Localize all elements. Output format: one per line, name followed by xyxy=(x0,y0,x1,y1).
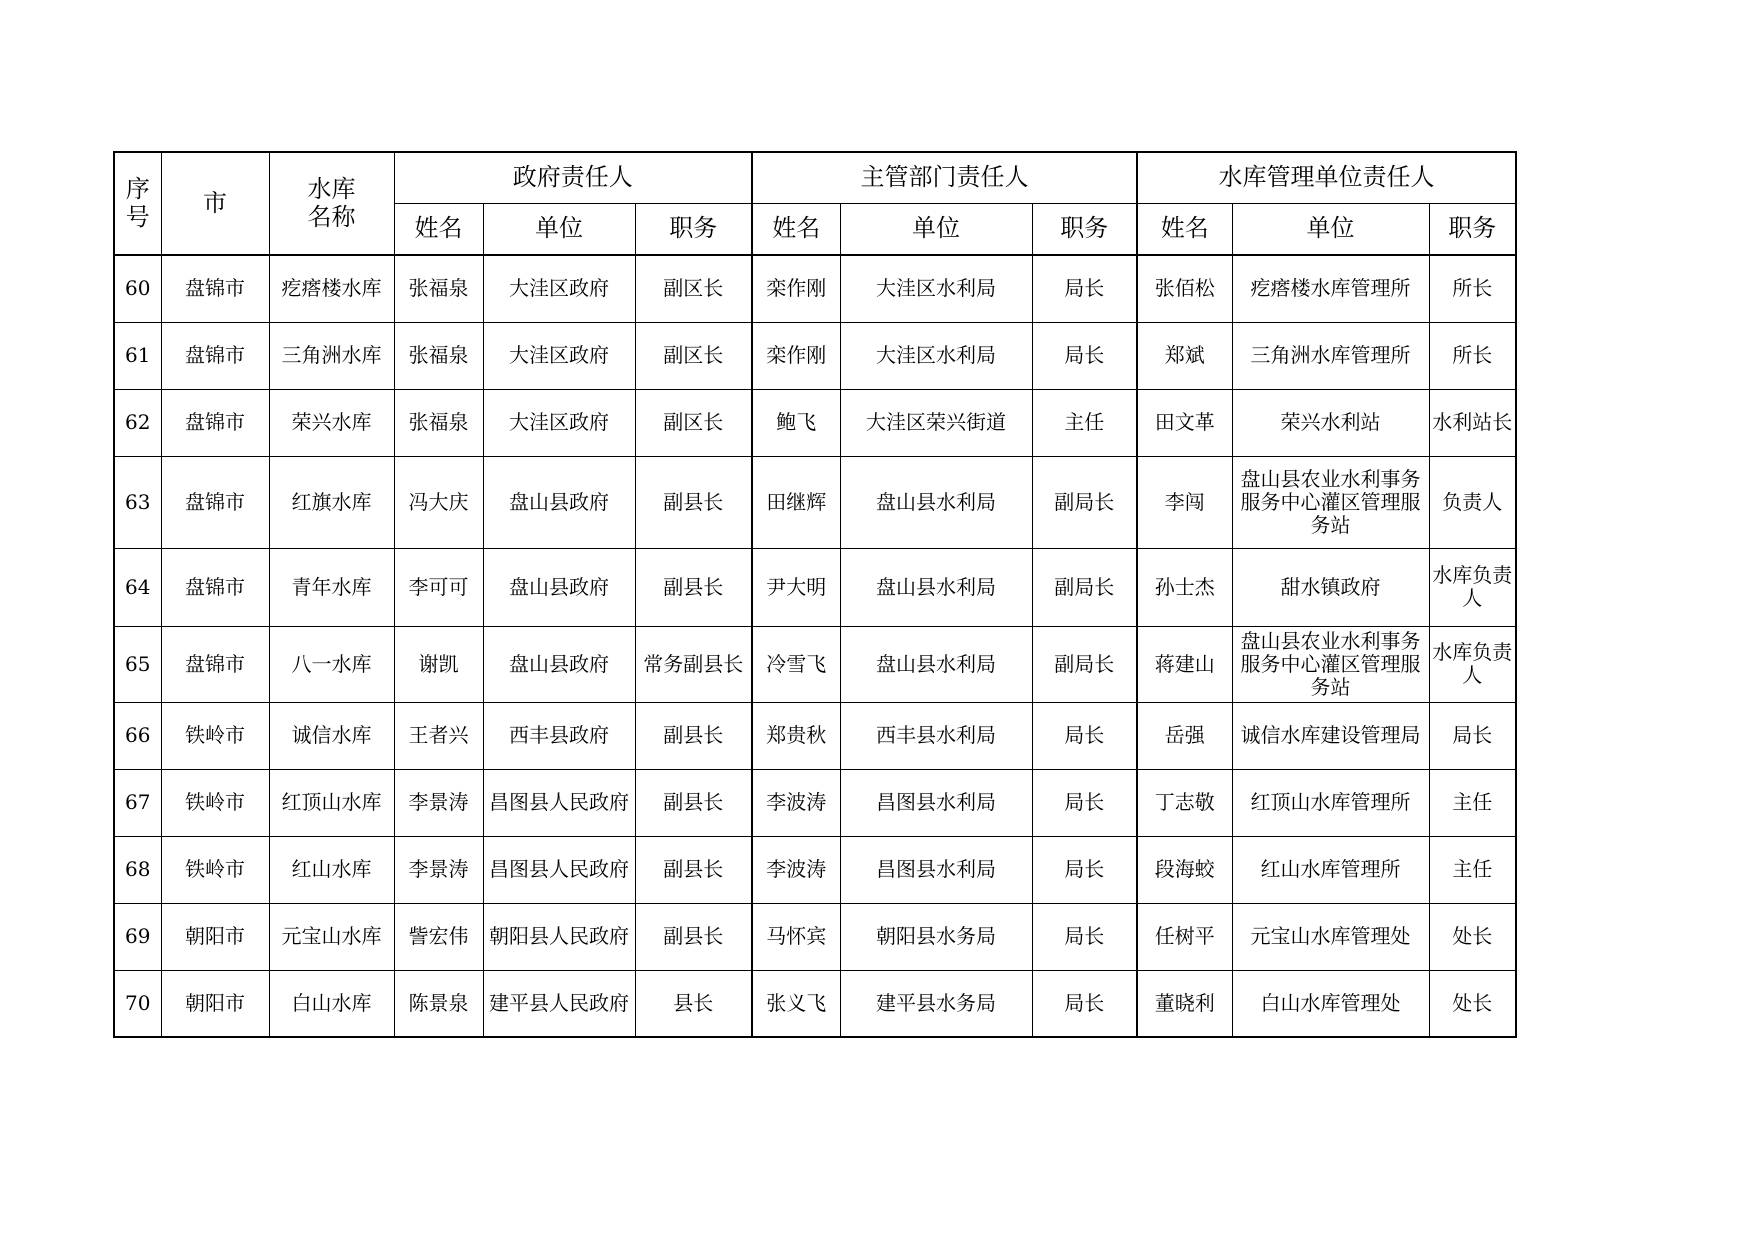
cell-reservoir: 三角洲水库 xyxy=(269,322,394,389)
cell-dept-name: 冷雪飞 xyxy=(752,626,840,702)
cell-city: 盘锦市 xyxy=(161,255,269,322)
cell-dept-title: 局长 xyxy=(1032,702,1137,769)
cell-reservoir: 白山水库 xyxy=(269,970,394,1037)
cell-gov-title: 县长 xyxy=(635,970,752,1037)
cell-mgmt-name: 田文革 xyxy=(1137,389,1232,456)
cell-gov-name: 李可可 xyxy=(394,548,483,626)
cell-city: 朝阳市 xyxy=(161,903,269,970)
cell-city: 铁岭市 xyxy=(161,702,269,769)
cell-gov-unit: 盘山县政府 xyxy=(483,456,635,548)
cell-mgmt-name: 董晓利 xyxy=(1137,970,1232,1037)
header-reservoir: 水库 名称 xyxy=(269,152,394,255)
table-row xyxy=(114,702,1516,769)
cell-gov-name: 訾宏伟 xyxy=(394,903,483,970)
cell-mgmt-unit: 荣兴水利站 xyxy=(1232,389,1429,456)
cell-seq: 69 xyxy=(114,903,161,970)
header-mgmt-unit: 单位 xyxy=(1232,204,1429,256)
cell-dept-title: 局长 xyxy=(1032,970,1137,1037)
cell-gov-name: 王者兴 xyxy=(394,702,483,769)
cell-gov-title: 副县长 xyxy=(635,702,752,769)
cell-mgmt-name: 张佰松 xyxy=(1137,255,1232,322)
cell-mgmt-unit: 盘山县农业水利事务服务中心灌区管理服务站 xyxy=(1232,626,1429,702)
cell-gov-name: 冯大庆 xyxy=(394,456,483,548)
cell-mgmt-title: 水库负责人 xyxy=(1429,548,1516,626)
table-row xyxy=(114,970,1516,1037)
cell-mgmt-title: 处长 xyxy=(1429,903,1516,970)
cell-mgmt-name: 李闯 xyxy=(1137,456,1232,548)
cell-mgmt-unit: 诚信水库建设管理局 xyxy=(1232,702,1429,769)
cell-seq: 60 xyxy=(114,255,161,322)
cell-dept-name: 田继辉 xyxy=(752,456,840,548)
cell-mgmt-title: 主任 xyxy=(1429,769,1516,836)
cell-gov-title: 副县长 xyxy=(635,836,752,903)
cell-mgmt-title: 负责人 xyxy=(1429,456,1516,548)
cell-gov-name: 李景涛 xyxy=(394,836,483,903)
cell-city: 盘锦市 xyxy=(161,389,269,456)
cell-city: 盘锦市 xyxy=(161,548,269,626)
reservoir-responsibility-table xyxy=(113,151,1517,1038)
cell-mgmt-title: 处长 xyxy=(1429,970,1516,1037)
cell-reservoir: 荣兴水库 xyxy=(269,389,394,456)
header-gov-unit: 单位 xyxy=(483,204,635,256)
cell-mgmt-name: 蒋建山 xyxy=(1137,626,1232,702)
cell-dept-title: 副局长 xyxy=(1032,626,1137,702)
cell-mgmt-unit: 甜水镇政府 xyxy=(1232,548,1429,626)
header-group-department: 主管部门责任人 xyxy=(752,152,1137,204)
cell-gov-title: 常务副县长 xyxy=(635,626,752,702)
cell-gov-title: 副县长 xyxy=(635,548,752,626)
cell-dept-unit: 昌图县水利局 xyxy=(840,836,1032,903)
header-gov-name: 姓名 xyxy=(394,204,483,256)
cell-mgmt-unit: 疙瘩楼水库管理所 xyxy=(1232,255,1429,322)
cell-dept-unit: 盘山县水利局 xyxy=(840,456,1032,548)
cell-reservoir: 青年水库 xyxy=(269,548,394,626)
cell-dept-unit: 朝阳县水务局 xyxy=(840,903,1032,970)
header-mgmt-name: 姓名 xyxy=(1137,204,1232,256)
cell-seq: 70 xyxy=(114,970,161,1037)
cell-seq: 66 xyxy=(114,702,161,769)
cell-mgmt-title: 所长 xyxy=(1429,255,1516,322)
cell-reservoir: 红旗水库 xyxy=(269,456,394,548)
cell-dept-name: 郑贵秋 xyxy=(752,702,840,769)
cell-gov-name: 张福泉 xyxy=(394,255,483,322)
cell-dept-unit: 大洼区水利局 xyxy=(840,255,1032,322)
cell-dept-name: 栾作刚 xyxy=(752,322,840,389)
cell-gov-name: 李景涛 xyxy=(394,769,483,836)
cell-city: 盘锦市 xyxy=(161,456,269,548)
cell-dept-name: 栾作刚 xyxy=(752,255,840,322)
cell-dept-name: 鲍飞 xyxy=(752,389,840,456)
cell-dept-title: 局长 xyxy=(1032,903,1137,970)
cell-mgmt-unit: 红山水库管理所 xyxy=(1232,836,1429,903)
cell-dept-unit: 建平县水务局 xyxy=(840,970,1032,1037)
cell-mgmt-title: 所长 xyxy=(1429,322,1516,389)
header-mgmt-title: 职务 xyxy=(1429,204,1516,256)
cell-mgmt-title: 水利站长 xyxy=(1429,389,1516,456)
cell-gov-name: 张福泉 xyxy=(394,322,483,389)
cell-dept-title: 主任 xyxy=(1032,389,1137,456)
cell-gov-name: 张福泉 xyxy=(394,389,483,456)
cell-gov-unit: 昌图县人民政府 xyxy=(483,769,635,836)
cell-dept-title: 副局长 xyxy=(1032,548,1137,626)
cell-dept-name: 李波涛 xyxy=(752,836,840,903)
cell-gov-unit: 昌图县人民政府 xyxy=(483,836,635,903)
cell-dept-name: 尹大明 xyxy=(752,548,840,626)
cell-gov-title: 副县长 xyxy=(635,769,752,836)
cell-dept-name: 马怀宾 xyxy=(752,903,840,970)
cell-mgmt-name: 任树平 xyxy=(1137,903,1232,970)
cell-dept-unit: 大洼区水利局 xyxy=(840,322,1032,389)
header-gov-title: 职务 xyxy=(635,204,752,256)
cell-gov-title: 副县长 xyxy=(635,903,752,970)
header-dept-title: 职务 xyxy=(1032,204,1137,256)
cell-mgmt-unit: 三角洲水库管理所 xyxy=(1232,322,1429,389)
cell-mgmt-title: 水库负责人 xyxy=(1429,626,1516,702)
cell-dept-unit: 盘山县水利局 xyxy=(840,626,1032,702)
cell-gov-unit: 盘山县政府 xyxy=(483,548,635,626)
cell-city: 朝阳市 xyxy=(161,970,269,1037)
cell-gov-unit: 盘山县政府 xyxy=(483,626,635,702)
cell-mgmt-unit: 元宝山水库管理处 xyxy=(1232,903,1429,970)
table-row xyxy=(114,626,1516,702)
table-row xyxy=(114,769,1516,836)
cell-reservoir: 疙瘩楼水库 xyxy=(269,255,394,322)
cell-seq: 65 xyxy=(114,626,161,702)
cell-dept-title: 局长 xyxy=(1032,836,1137,903)
cell-mgmt-name: 岳强 xyxy=(1137,702,1232,769)
cell-reservoir: 元宝山水库 xyxy=(269,903,394,970)
cell-gov-title: 副县长 xyxy=(635,456,752,548)
cell-seq: 67 xyxy=(114,769,161,836)
cell-gov-unit: 西丰县政府 xyxy=(483,702,635,769)
cell-gov-unit: 大洼区政府 xyxy=(483,389,635,456)
cell-gov-unit: 大洼区政府 xyxy=(483,255,635,322)
cell-mgmt-name: 孙士杰 xyxy=(1137,548,1232,626)
cell-dept-unit: 盘山县水利局 xyxy=(840,548,1032,626)
table-row xyxy=(114,548,1516,626)
cell-seq: 64 xyxy=(114,548,161,626)
cell-gov-title: 副区长 xyxy=(635,322,752,389)
header-group-government: 政府责任人 xyxy=(394,152,752,204)
cell-mgmt-unit: 红顶山水库管理所 xyxy=(1232,769,1429,836)
cell-gov-title: 副区长 xyxy=(635,389,752,456)
header-city: 市 xyxy=(161,152,269,255)
cell-mgmt-title: 主任 xyxy=(1429,836,1516,903)
cell-dept-name: 张义飞 xyxy=(752,970,840,1037)
cell-gov-title: 副区长 xyxy=(635,255,752,322)
cell-seq: 68 xyxy=(114,836,161,903)
cell-dept-title: 局长 xyxy=(1032,769,1137,836)
cell-dept-unit: 大洼区荣兴街道 xyxy=(840,389,1032,456)
table-row xyxy=(114,456,1516,548)
cell-city: 铁岭市 xyxy=(161,836,269,903)
cell-reservoir: 诚信水库 xyxy=(269,702,394,769)
cell-dept-title: 局长 xyxy=(1032,322,1137,389)
cell-dept-title: 副局长 xyxy=(1032,456,1137,548)
cell-mgmt-name: 段海蛟 xyxy=(1137,836,1232,903)
cell-reservoir: 红顶山水库 xyxy=(269,769,394,836)
cell-mgmt-name: 郑斌 xyxy=(1137,322,1232,389)
cell-dept-title: 局长 xyxy=(1032,255,1137,322)
cell-reservoir: 红山水库 xyxy=(269,836,394,903)
cell-dept-unit: 昌图县水利局 xyxy=(840,769,1032,836)
cell-gov-name: 陈景泉 xyxy=(394,970,483,1037)
header-dept-unit: 单位 xyxy=(840,204,1032,256)
cell-gov-unit: 大洼区政府 xyxy=(483,322,635,389)
cell-seq: 63 xyxy=(114,456,161,548)
cell-seq: 61 xyxy=(114,322,161,389)
cell-gov-name: 谢凯 xyxy=(394,626,483,702)
cell-city: 盘锦市 xyxy=(161,322,269,389)
cell-reservoir: 八一水库 xyxy=(269,626,394,702)
table-row xyxy=(114,255,1516,322)
table-row xyxy=(114,903,1516,970)
header-group-management: 水库管理单位责任人 xyxy=(1137,152,1516,204)
cell-city: 盘锦市 xyxy=(161,626,269,702)
table-row xyxy=(114,836,1516,903)
cell-dept-name: 李波涛 xyxy=(752,769,840,836)
cell-mgmt-unit: 盘山县农业水利事务服务中心灌区管理服务站 xyxy=(1232,456,1429,548)
header-seq: 序 号 xyxy=(114,152,161,255)
cell-gov-unit: 朝阳县人民政府 xyxy=(483,903,635,970)
table-row xyxy=(114,322,1516,389)
cell-city: 铁岭市 xyxy=(161,769,269,836)
cell-mgmt-unit: 白山水库管理处 xyxy=(1232,970,1429,1037)
cell-mgmt-title: 局长 xyxy=(1429,702,1516,769)
table-row xyxy=(114,389,1516,456)
cell-gov-unit: 建平县人民政府 xyxy=(483,970,635,1037)
cell-seq: 62 xyxy=(114,389,161,456)
cell-dept-unit: 西丰县水利局 xyxy=(840,702,1032,769)
header-dept-name: 姓名 xyxy=(752,204,840,256)
cell-mgmt-name: 丁志敬 xyxy=(1137,769,1232,836)
